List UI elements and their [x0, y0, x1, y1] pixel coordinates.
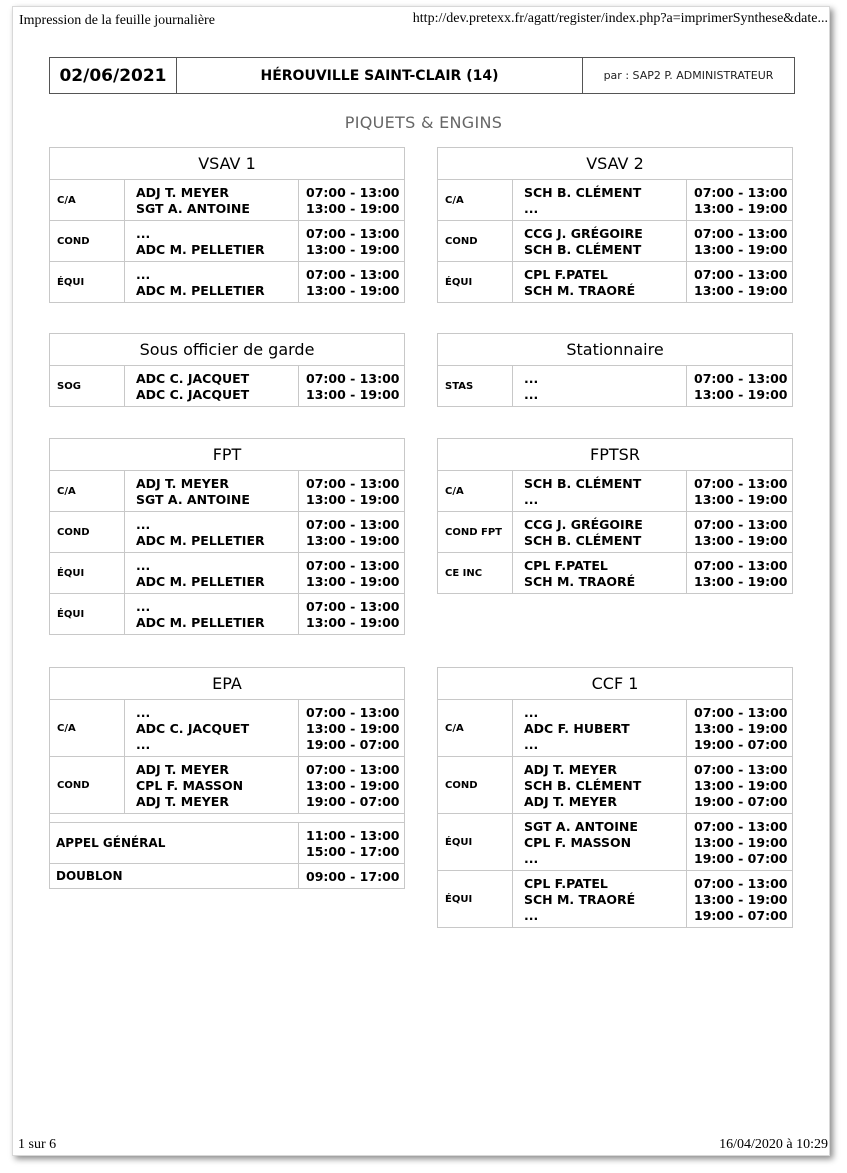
sheet-date: 02/06/2021 — [50, 58, 177, 93]
crew-role: COND — [438, 757, 513, 813]
shift-time: 13:00 - 19:00 — [306, 574, 400, 589]
section-title: PIQUETS & ENGINS — [344, 113, 503, 132]
crew-role: C/A — [50, 471, 125, 511]
crew-name: ... — [524, 371, 539, 386]
crew-row — [438, 814, 792, 871]
crew-row — [438, 366, 792, 406]
vehicle-block-fpt — [49, 438, 405, 635]
block-title: FPT — [50, 439, 404, 471]
crew-row — [50, 471, 404, 512]
shift-time: 07:00 - 13:00 — [694, 267, 788, 282]
crew-name: ... — [524, 908, 539, 923]
crew-name: SCH B. CLÉMENT — [524, 476, 642, 491]
crew-times — [687, 366, 792, 406]
crew-times — [299, 180, 404, 220]
crew-name: ADJ T. MEYER — [524, 794, 617, 809]
shift-time: 13:00 - 19:00 — [694, 283, 788, 298]
crew-role: ÉQUI — [438, 814, 513, 870]
shift-time: 13:00 - 19:00 — [306, 492, 400, 507]
crew-name: SCH M. TRAORÉ — [524, 892, 636, 907]
crew-name: ... — [136, 558, 151, 573]
crew-name: ... — [524, 387, 539, 402]
shift-time: 13:00 - 19:00 — [306, 615, 400, 630]
crew-times — [299, 553, 404, 593]
crew-role: ÉQUI — [50, 594, 125, 634]
shift-time: 13:00 - 19:00 — [694, 835, 788, 850]
crew-names — [125, 512, 299, 552]
print-title: Impression de la feuille journalière — [19, 13, 215, 28]
crew-name: SCH B. CLÉMENT — [524, 185, 642, 200]
row-gap — [50, 814, 404, 823]
crew-row — [50, 700, 404, 757]
crew-name: ... — [136, 267, 151, 282]
vehicle-block-vsav2 — [437, 147, 793, 303]
crew-role: C/A — [438, 471, 513, 511]
block-title: CCF 1 — [438, 668, 792, 700]
crew-times — [299, 471, 404, 511]
crew-row — [50, 594, 404, 634]
shift-time: 19:00 - 07:00 — [694, 794, 788, 809]
extra-label: APPEL GÉNÉRAL — [50, 823, 299, 863]
crew-name: ... — [136, 226, 151, 241]
crew-row — [438, 221, 792, 262]
shift-time: 13:00 - 19:00 — [306, 387, 400, 402]
crew-role: ÉQUI — [438, 871, 513, 927]
shift-time: 13:00 - 19:00 — [306, 778, 400, 793]
crew-row — [50, 512, 404, 553]
crew-row — [438, 180, 792, 221]
crew-times — [299, 512, 404, 552]
crew-name: SCH M. TRAORÉ — [524, 574, 636, 589]
crew-name: CPL F.PATEL — [524, 267, 608, 282]
crew-names — [125, 700, 299, 756]
vehicle-block-vsav1 — [49, 147, 405, 303]
vehicle-block-fptsr — [437, 438, 793, 594]
crew-names — [125, 594, 299, 634]
crew-times — [687, 757, 792, 813]
shift-time: 07:00 - 13:00 — [306, 185, 400, 200]
vehicle-block-epa — [49, 667, 405, 889]
crew-name: CCG J. GRÉGOIRE — [524, 226, 643, 241]
crew-row — [50, 180, 404, 221]
shift-time: 13:00 - 19:00 — [306, 242, 400, 257]
crew-name: SGT A. ANTOINE — [524, 819, 638, 834]
shift-time: 13:00 - 19:00 — [694, 721, 788, 736]
crew-name: ADC C. JACQUET — [136, 387, 250, 402]
crew-role: COND — [50, 512, 125, 552]
crew-name: ADC M. PELLETIER — [136, 574, 265, 589]
crew-role: C/A — [438, 180, 513, 220]
shift-time: 13:00 - 19:00 — [694, 201, 788, 216]
extra-row — [50, 864, 404, 888]
crew-name: CPL F. MASSON — [136, 778, 244, 793]
crew-name: ... — [524, 492, 539, 507]
print-url: http://dev.pretexx.fr/agatt/register/index.php?a=imprimerSynthese&date... — [412, 11, 828, 26]
shift-time: 19:00 - 07:00 — [306, 794, 400, 809]
block-title: Sous officier de garde — [50, 334, 404, 366]
crew-name: ADC M. PELLETIER — [136, 242, 265, 257]
crew-names — [513, 366, 687, 406]
shift-time: 07:00 - 13:00 — [694, 762, 788, 777]
block-title: FPTSR — [438, 439, 792, 471]
shift-time: 07:00 - 13:00 — [694, 819, 788, 834]
shift-time: 19:00 - 07:00 — [694, 851, 788, 866]
crew-names — [513, 512, 687, 552]
shift-time: 07:00 - 13:00 — [694, 226, 788, 241]
shift-time: 19:00 - 07:00 — [306, 737, 400, 752]
crew-name: ADJ T. MEYER — [136, 762, 229, 777]
shift-time: 07:00 - 13:00 — [694, 476, 788, 491]
crew-row — [438, 512, 792, 553]
crew-names — [513, 180, 687, 220]
shift-time: 19:00 - 07:00 — [694, 737, 788, 752]
crew-role: C/A — [50, 180, 125, 220]
crew-name: ADJ T. MEYER — [136, 476, 229, 491]
crew-role: SOG — [50, 366, 125, 406]
sheet-author: par : SAP2 P. ADMINISTRATEUR — [603, 69, 774, 82]
crew-name: CPL F.PATEL — [524, 558, 608, 573]
print-timestamp: 16/04/2020 à 10:29 — [719, 1137, 828, 1152]
crew-name: ADC C. JACQUET — [136, 371, 250, 386]
shift-time: 07:00 - 13:00 — [694, 185, 788, 200]
crew-role: COND — [438, 221, 513, 261]
crew-times — [687, 262, 792, 302]
crew-row — [438, 757, 792, 814]
crew-name: SGT A. ANTOINE — [136, 492, 250, 507]
crew-names — [125, 757, 299, 813]
crew-times — [299, 594, 404, 634]
block-title: VSAV 1 — [50, 148, 404, 180]
crew-names — [513, 553, 687, 593]
shift-time: 13:00 - 19:00 — [306, 721, 400, 736]
vehicle-block-stas — [437, 333, 793, 407]
crew-name: ... — [524, 201, 539, 216]
crew-times — [687, 180, 792, 220]
shift-time: 07:00 - 13:00 — [694, 517, 788, 532]
crew-names — [513, 871, 687, 927]
block-title: Stationnaire — [438, 334, 792, 366]
crew-row — [50, 262, 404, 302]
block-title: EPA — [50, 668, 404, 700]
crew-row — [438, 553, 792, 593]
page-counter: 1 sur 6 — [18, 1137, 57, 1152]
crew-name: ... — [524, 705, 539, 720]
shift-time: 15:00 - 17:00 — [306, 844, 400, 859]
crew-names — [513, 221, 687, 261]
crew-name: ... — [136, 517, 151, 532]
crew-role: STAS — [438, 366, 513, 406]
crew-role: ÉQUI — [50, 553, 125, 593]
crew-name: SCH M. TRAORÉ — [524, 283, 636, 298]
crew-names — [513, 757, 687, 813]
crew-name: SCH B. CLÉMENT — [524, 533, 642, 548]
shift-time: 07:00 - 13:00 — [306, 371, 400, 386]
shift-time: 07:00 - 13:00 — [306, 226, 400, 241]
crew-times — [299, 366, 404, 406]
shift-time: 07:00 - 13:00 — [306, 476, 400, 491]
extra-times — [299, 823, 404, 863]
crew-names — [125, 471, 299, 511]
crew-names — [125, 221, 299, 261]
shift-time: 07:00 - 13:00 — [694, 558, 788, 573]
crew-row — [438, 262, 792, 302]
shift-time: 07:00 - 13:00 — [306, 517, 400, 532]
crew-times — [299, 700, 404, 756]
block-title: VSAV 2 — [438, 148, 792, 180]
crew-row — [50, 757, 404, 814]
crew-row — [50, 366, 404, 406]
crew-names — [125, 262, 299, 302]
shift-time: 13:00 - 19:00 — [306, 533, 400, 548]
shift-time: 13:00 - 19:00 — [694, 242, 788, 257]
crew-role: C/A — [438, 700, 513, 756]
shift-time: 13:00 - 19:00 — [694, 778, 788, 793]
crew-name: ... — [136, 599, 151, 614]
crew-name: ... — [136, 705, 151, 720]
shift-time: 13:00 - 19:00 — [694, 892, 788, 907]
shift-time: 13:00 - 19:00 — [306, 283, 400, 298]
crew-name: SCH B. CLÉMENT — [524, 778, 642, 793]
crew-name: ADC M. PELLETIER — [136, 615, 265, 630]
crew-name: SGT A. ANTOINE — [136, 201, 250, 216]
crew-times — [687, 700, 792, 756]
crew-times — [687, 471, 792, 511]
crew-times — [687, 871, 792, 927]
crew-row — [438, 700, 792, 757]
extra-row — [50, 823, 404, 864]
sheet-header — [49, 57, 795, 94]
crew-name: ADJ T. MEYER — [524, 762, 617, 777]
shift-time: 13:00 - 19:00 — [694, 387, 788, 402]
crew-names — [125, 553, 299, 593]
crew-name: SCH B. CLÉMENT — [524, 242, 642, 257]
shift-time: 07:00 - 13:00 — [694, 371, 788, 386]
vehicle-block-sog — [49, 333, 405, 407]
crew-role: ÉQUI — [50, 262, 125, 302]
crew-names — [125, 180, 299, 220]
shift-time: 19:00 - 07:00 — [694, 908, 788, 923]
crew-role: CE INC — [438, 553, 513, 593]
vehicle-block-ccf1 — [437, 667, 793, 928]
crew-times — [687, 221, 792, 261]
crew-times — [687, 553, 792, 593]
extra-label: DOUBLON — [50, 864, 299, 888]
shift-time: 13:00 - 19:00 — [306, 201, 400, 216]
shift-time: 13:00 - 19:00 — [694, 574, 788, 589]
crew-times — [299, 262, 404, 302]
shift-time: 07:00 - 13:00 — [306, 599, 400, 614]
crew-times — [687, 814, 792, 870]
shift-time: 07:00 - 13:00 — [306, 705, 400, 720]
crew-name: CPL F.PATEL — [524, 876, 608, 891]
crew-name: ADJ T. MEYER — [136, 185, 229, 200]
crew-row — [50, 553, 404, 594]
shift-time: 07:00 - 13:00 — [694, 876, 788, 891]
crew-role: COND — [50, 757, 125, 813]
sheet-city: HÉROUVILLE SAINT-CLAIR (14) — [177, 58, 583, 93]
crew-names — [513, 700, 687, 756]
crew-name: ADJ T. MEYER — [136, 794, 229, 809]
shift-time: 11:00 - 13:00 — [306, 828, 400, 843]
crew-row — [438, 871, 792, 927]
crew-names — [513, 262, 687, 302]
crew-names — [125, 366, 299, 406]
crew-row — [50, 221, 404, 262]
crew-name: ... — [524, 737, 539, 752]
shift-time: 07:00 - 13:00 — [306, 558, 400, 573]
crew-name: ... — [136, 737, 151, 752]
crew-row — [438, 471, 792, 512]
shift-time: 07:00 - 13:00 — [694, 705, 788, 720]
crew-role: C/A — [50, 700, 125, 756]
crew-times — [299, 221, 404, 261]
shift-time: 13:00 - 19:00 — [694, 533, 788, 548]
crew-name: ADC F. HUBERT — [524, 721, 630, 736]
shift-time: 09:00 - 17:00 — [306, 869, 400, 884]
crew-names — [513, 471, 687, 511]
crew-name: ... — [524, 851, 539, 866]
crew-times — [687, 512, 792, 552]
crew-name: ADC M. PELLETIER — [136, 533, 265, 548]
crew-names — [513, 814, 687, 870]
shift-time: 07:00 - 13:00 — [306, 762, 400, 777]
crew-times — [299, 757, 404, 813]
crew-name: CCG J. GRÉGOIRE — [524, 517, 643, 532]
crew-role: COND FPT — [438, 512, 513, 552]
crew-role: ÉQUI — [438, 262, 513, 302]
crew-name: ADC M. PELLETIER — [136, 283, 265, 298]
crew-role: COND — [50, 221, 125, 261]
shift-time: 07:00 - 13:00 — [306, 267, 400, 282]
crew-name: CPL F. MASSON — [524, 835, 632, 850]
shift-time: 13:00 - 19:00 — [694, 492, 788, 507]
crew-name: ADC C. JACQUET — [136, 721, 250, 736]
extra-times — [299, 864, 404, 888]
